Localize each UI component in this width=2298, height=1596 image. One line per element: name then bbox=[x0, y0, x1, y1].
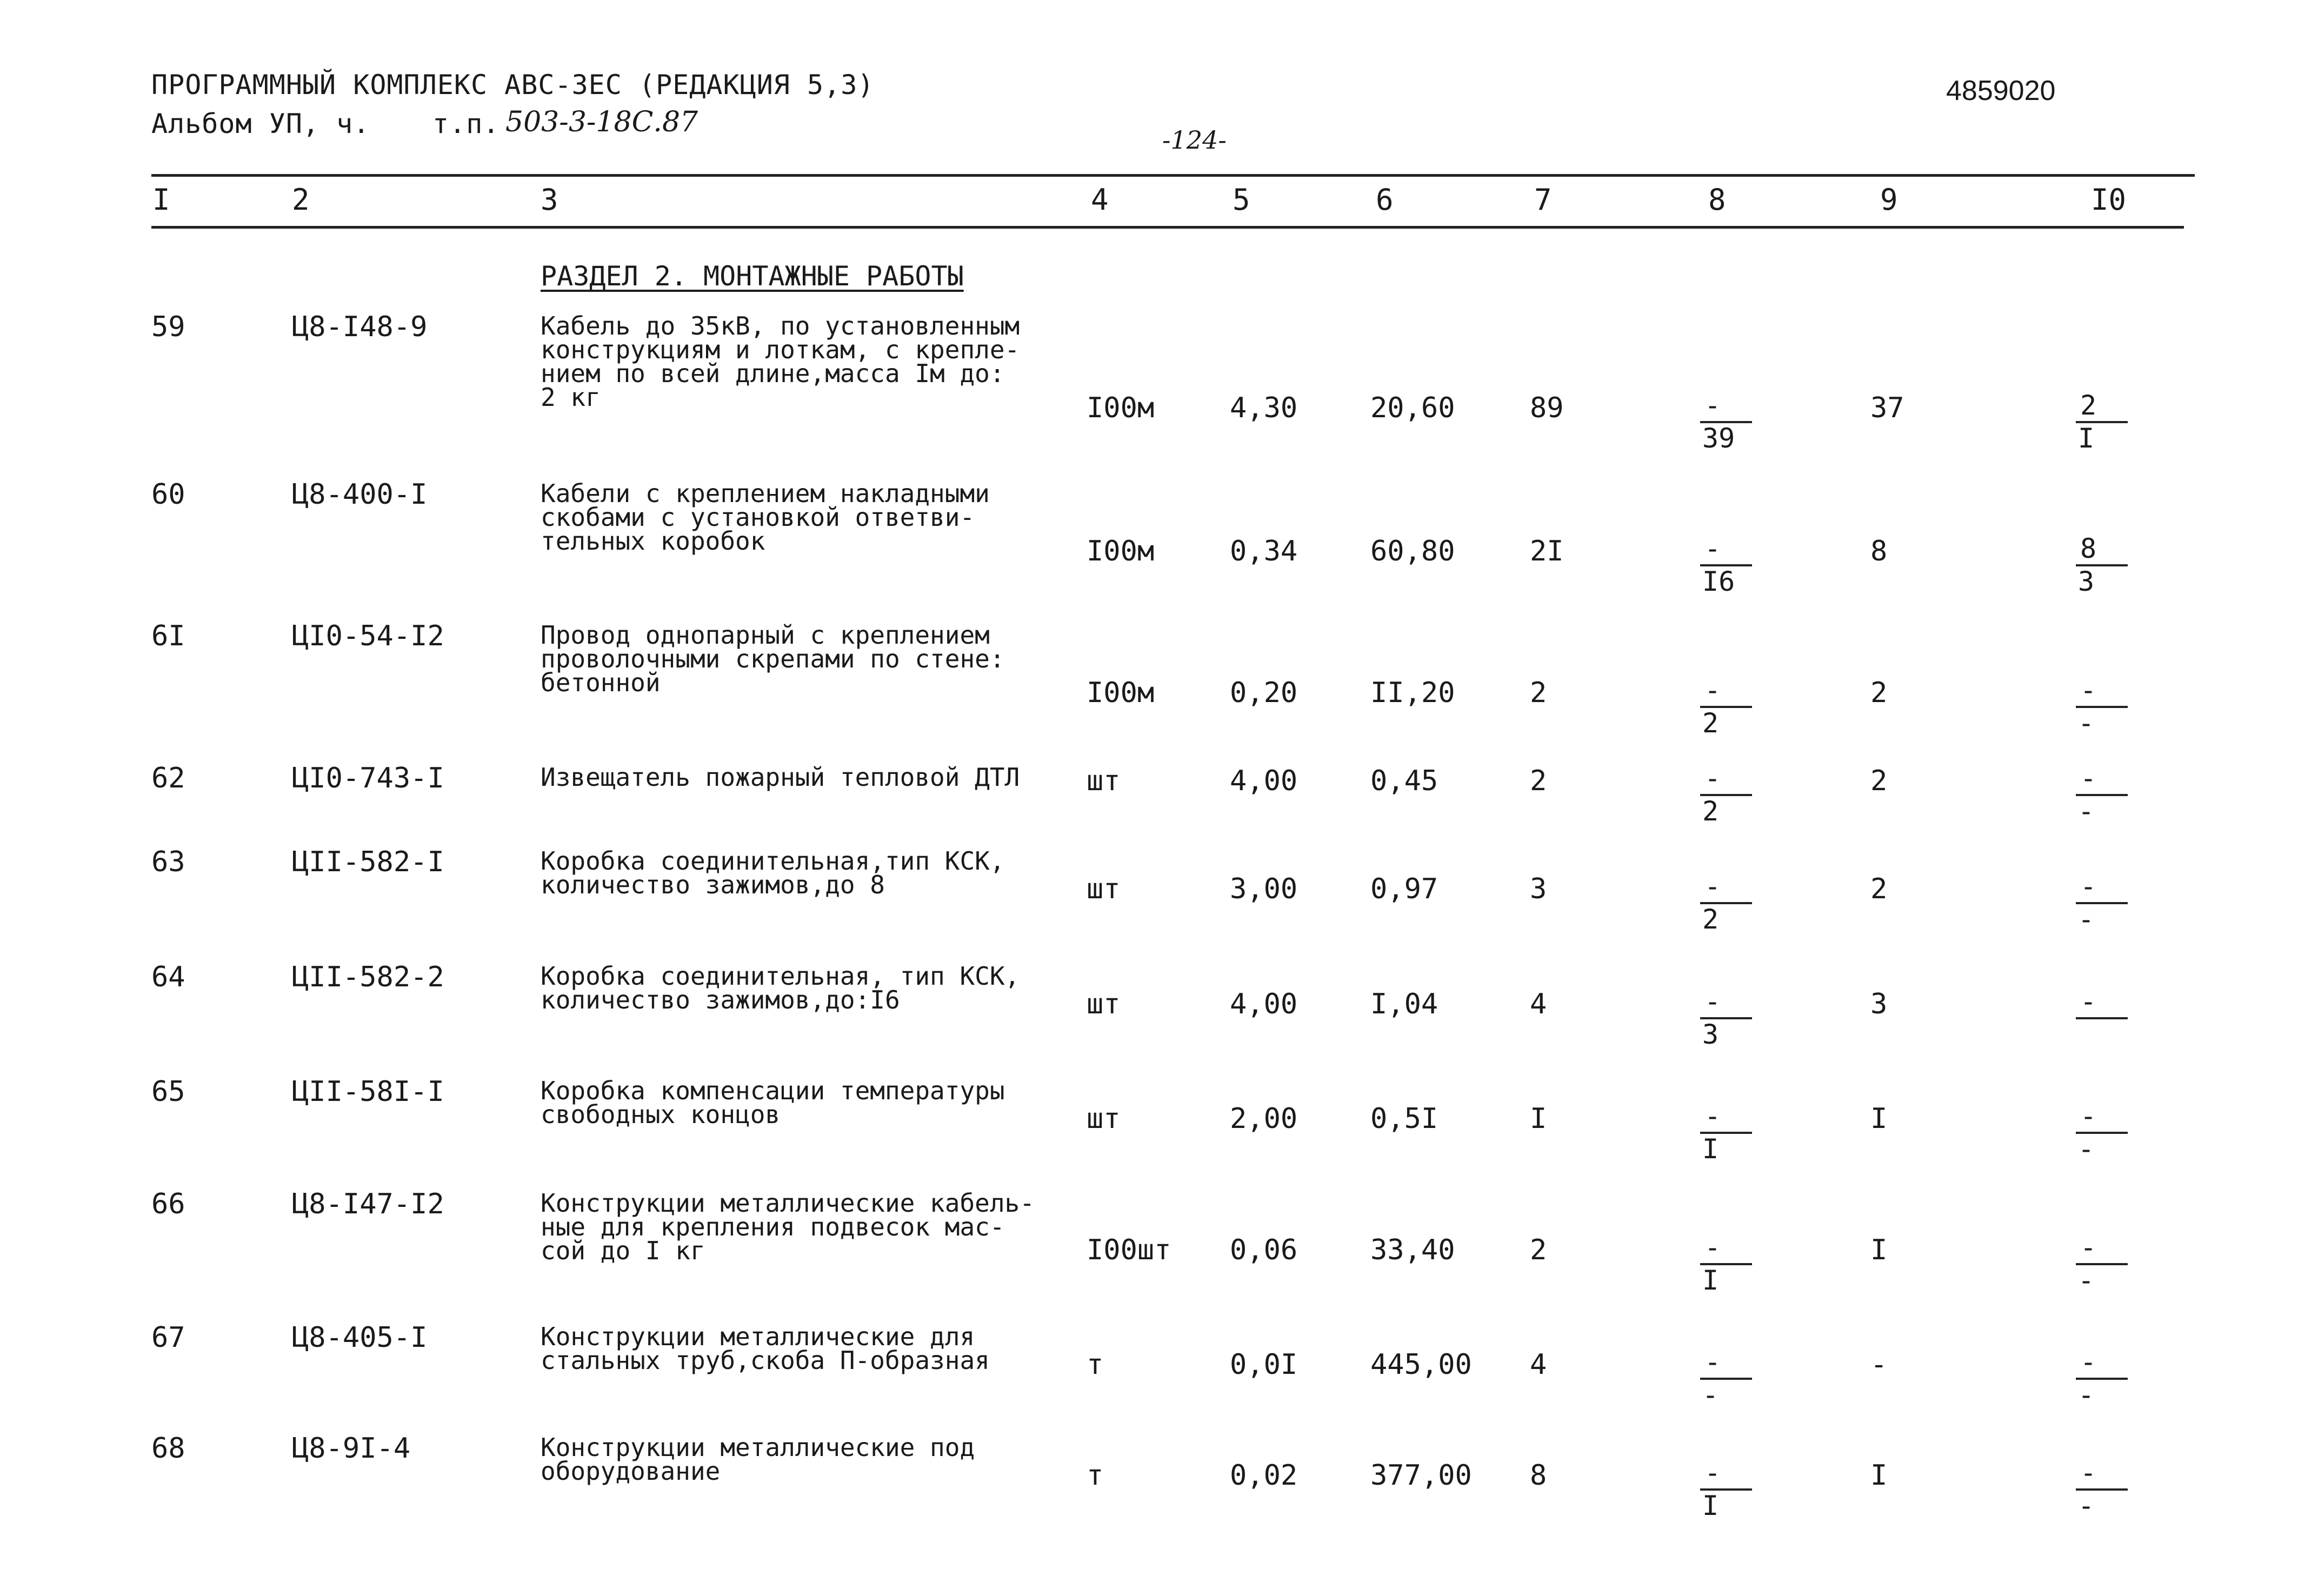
col-header-3: 3 bbox=[541, 183, 558, 217]
header-rule bbox=[151, 226, 2184, 229]
row-col9: 2 bbox=[1870, 873, 1888, 905]
row-col8-fraction-denominator: 2 bbox=[1702, 707, 1719, 739]
row-number: 60 bbox=[151, 478, 185, 511]
row-col8-fraction-denominator: I bbox=[1702, 1133, 1719, 1165]
row-price: 445,00 bbox=[1370, 1348, 1472, 1381]
row-unit: I00шт bbox=[1087, 1234, 1171, 1266]
row-unit: шт bbox=[1087, 1103, 1121, 1135]
row-unit: шт bbox=[1087, 988, 1121, 1020]
row-description: Коробка соединительная,тип КСК, количество зажимов,до 8 bbox=[541, 846, 1005, 899]
row-description: Конструкции металлические кабель- ные для крепления подвесок мас- сой до I кг bbox=[541, 1188, 1035, 1265]
col-header-10: I0 bbox=[2091, 183, 2127, 217]
row-col10-fraction-denominator: - bbox=[2078, 1133, 2095, 1165]
row-number: 62 bbox=[151, 762, 185, 794]
top-rule bbox=[151, 174, 2195, 177]
row-code: Ц8-I47-I2 bbox=[292, 1188, 444, 1220]
row-col9: - bbox=[1870, 1348, 1888, 1381]
program-title: ПРОГРАММНЫЙ КОМПЛЕКС АВС-3ЕС (РЕДАКЦИЯ 5,3) bbox=[151, 69, 875, 101]
row-col10-fraction-numerator: 8 bbox=[2080, 533, 2097, 564]
row-col8-fraction-numerator: - bbox=[1704, 390, 1721, 421]
row-price: 60,80 bbox=[1370, 535, 1455, 567]
row-col8-fraction-numerator: - bbox=[1704, 675, 1721, 706]
row-col10-fraction-denominator: - bbox=[2078, 1265, 2095, 1296]
row-col8-fraction-numerator: - bbox=[1704, 871, 1721, 902]
col-header-6: 6 bbox=[1376, 183, 1394, 217]
row-col8-fraction-numerator: - bbox=[1704, 1232, 1721, 1263]
row-quantity: 0,34 bbox=[1230, 535, 1298, 567]
row-code: ЦI0-743-I bbox=[292, 762, 444, 794]
row-col10-fraction-denominator: - bbox=[2078, 707, 2095, 739]
row-total: 2 bbox=[1530, 765, 1547, 797]
row-code: ЦII-582-2 bbox=[292, 961, 444, 993]
row-col10-fraction-denominator: I bbox=[2078, 423, 2095, 454]
page-number: -124- bbox=[1162, 125, 1227, 155]
row-code: ЦI0-54-I2 bbox=[292, 620, 444, 652]
row-code: Ц8-405-I bbox=[292, 1321, 428, 1354]
row-quantity: 4,00 bbox=[1230, 765, 1298, 797]
row-price: 377,00 bbox=[1370, 1459, 1472, 1492]
row-total: 2 bbox=[1530, 1234, 1547, 1266]
row-description: Коробка компенсации температуры свободных концов bbox=[541, 1076, 1005, 1129]
row-total: 3 bbox=[1530, 873, 1547, 905]
row-quantity: 2,00 bbox=[1230, 1103, 1298, 1135]
col-header-7: 7 bbox=[1534, 183, 1552, 217]
row-code: Ц8-9I-4 bbox=[292, 1432, 411, 1465]
row-col8-fraction-numerator: - bbox=[1704, 763, 1721, 794]
row-col10-fraction-numerator: - bbox=[2080, 675, 2097, 706]
row-price: 20,60 bbox=[1370, 392, 1455, 424]
row-quantity: 0,0I bbox=[1230, 1348, 1298, 1381]
row-code: ЦII-582-I bbox=[292, 846, 444, 878]
row-number: 64 bbox=[151, 961, 185, 993]
row-quantity: 4,00 bbox=[1230, 988, 1298, 1020]
row-col10-fraction-numerator: - bbox=[2080, 1457, 2097, 1488]
row-unit: I00м bbox=[1087, 535, 1155, 567]
row-col10-fraction-denominator: - bbox=[2078, 904, 2095, 935]
row-col9: I bbox=[1870, 1234, 1888, 1266]
row-col10-fraction-denominator: - bbox=[2078, 1379, 2095, 1411]
row-col8-fraction-denominator: I6 bbox=[1702, 566, 1735, 597]
row-total: 4 bbox=[1530, 988, 1547, 1020]
row-col9: 37 bbox=[1870, 392, 1904, 424]
row-col10-fraction-denominator: 3 bbox=[2078, 566, 2095, 597]
col-header-8: 8 bbox=[1708, 183, 1726, 217]
row-number: 65 bbox=[151, 1076, 185, 1108]
row-col8-fraction-denominator: 2 bbox=[1702, 904, 1719, 935]
row-col8-fraction-numerator: - bbox=[1704, 1457, 1721, 1488]
tp-label: т.п. bbox=[432, 108, 500, 139]
row-unit: шт bbox=[1087, 873, 1121, 905]
row-description: Конструкции металлические под оборудование bbox=[541, 1433, 975, 1486]
col-header-5: 5 bbox=[1233, 183, 1250, 217]
row-unit: I00м bbox=[1087, 392, 1155, 424]
row-col8-fraction-denominator: 3 bbox=[1702, 1019, 1719, 1050]
section-title: РАЗДЕЛ 2. МОНТАЖНЫЕ РАБОТЫ bbox=[541, 261, 964, 292]
row-col8-fraction-denominator: 2 bbox=[1702, 796, 1719, 827]
col-header-2: 2 bbox=[292, 183, 310, 217]
row-col10-fraction-numerator: - bbox=[2080, 871, 2097, 902]
row-price: II,20 bbox=[1370, 677, 1455, 709]
row-col8-fraction-denominator: I bbox=[1702, 1265, 1719, 1296]
row-quantity: 0,02 bbox=[1230, 1459, 1298, 1492]
row-unit: шт bbox=[1087, 765, 1121, 797]
row-number: 6I bbox=[151, 620, 185, 652]
row-quantity: 0,20 bbox=[1230, 677, 1298, 709]
document-number: 4859020 bbox=[1946, 75, 2056, 106]
row-price: 0,45 bbox=[1370, 765, 1438, 797]
row-col10-fraction-numerator: - bbox=[2080, 1100, 2097, 1132]
col-header-9: 9 bbox=[1880, 183, 1898, 217]
row-number: 68 bbox=[151, 1432, 185, 1465]
row-col10-fraction-numerator: - bbox=[2080, 986, 2097, 1017]
row-col9: 3 bbox=[1870, 988, 1888, 1020]
row-number: 59 bbox=[151, 311, 185, 343]
row-col10-fraction-numerator: 2 bbox=[2080, 390, 2097, 421]
row-col9: 8 bbox=[1870, 535, 1888, 567]
row-description: Конструкции металлические для стальных труб,скоба П-образная bbox=[541, 1322, 990, 1375]
row-total: 8 bbox=[1530, 1459, 1547, 1492]
row-col10-fraction-fraction-bar bbox=[2076, 1017, 2128, 1019]
row-col10-fraction-numerator: - bbox=[2080, 1346, 2097, 1378]
row-col9: 2 bbox=[1870, 677, 1888, 709]
row-code: Ц8-400-I bbox=[292, 478, 428, 511]
row-description: Извещатель пожарный тепловой ДТЛ bbox=[541, 763, 1020, 792]
row-col9: I bbox=[1870, 1459, 1888, 1492]
row-code: ЦII-58I-I bbox=[292, 1076, 444, 1108]
row-col8-fraction-denominator: I bbox=[1702, 1490, 1719, 1521]
row-description: Кабели с креплением накладными скобами с установкой ответви- тельных коробок bbox=[541, 479, 990, 556]
col-header-4: 4 bbox=[1091, 183, 1109, 217]
row-col8-fraction-denominator: 39 bbox=[1702, 423, 1735, 454]
row-code: Ц8-I48-9 bbox=[292, 311, 428, 343]
row-quantity: 4,30 bbox=[1230, 392, 1298, 424]
row-description: Кабель до 35кВ, по установленным конструкциям и лоткам, с крепле- нием по всей длине,масса Iм до: 2 кг bbox=[541, 311, 1020, 412]
row-total: 89 bbox=[1530, 392, 1564, 424]
row-total: 2I bbox=[1530, 535, 1564, 567]
row-col9: I bbox=[1870, 1103, 1888, 1135]
row-col8-fraction-numerator: - bbox=[1704, 986, 1721, 1017]
row-col9: 2 bbox=[1870, 765, 1888, 797]
row-col8-fraction-numerator: - bbox=[1704, 533, 1721, 564]
row-description: Коробка соединительная, тип КСК, количество зажимов,до:I6 bbox=[541, 961, 1020, 1014]
row-col10-fraction-denominator: - bbox=[2078, 1490, 2095, 1521]
row-col8-fraction-numerator: - bbox=[1704, 1346, 1721, 1378]
row-quantity: 0,06 bbox=[1230, 1234, 1298, 1266]
row-unit: I00м bbox=[1087, 677, 1155, 709]
row-price: 33,40 bbox=[1370, 1234, 1455, 1266]
row-total: I bbox=[1530, 1103, 1547, 1135]
row-price: 0,5I bbox=[1370, 1103, 1438, 1135]
row-quantity: 3,00 bbox=[1230, 873, 1298, 905]
row-col10-fraction-denominator: - bbox=[2078, 796, 2095, 827]
row-col10-fraction-numerator: - bbox=[2080, 1232, 2097, 1263]
row-price: I,04 bbox=[1370, 988, 1438, 1020]
row-unit: т bbox=[1087, 1459, 1104, 1492]
row-col8-fraction-numerator: - bbox=[1704, 1100, 1721, 1132]
album-label: Альбом УП, ч. bbox=[151, 108, 370, 139]
row-col10-fraction-numerator: - bbox=[2080, 763, 2097, 794]
row-description: Провод однопарный с креплением проволочными скрепами по стене: бетонной bbox=[541, 620, 1005, 697]
row-unit: т bbox=[1087, 1348, 1104, 1381]
row-number: 63 bbox=[151, 846, 185, 878]
row-price: 0,97 bbox=[1370, 873, 1438, 905]
row-number: 66 bbox=[151, 1188, 185, 1220]
tp-value: 503-3-18С.87 bbox=[505, 106, 698, 138]
row-number: 67 bbox=[151, 1321, 185, 1354]
row-total: 4 bbox=[1530, 1348, 1547, 1381]
row-total: 2 bbox=[1530, 677, 1547, 709]
col-header-1: I bbox=[152, 183, 170, 217]
row-col8-fraction-denominator: - bbox=[1702, 1379, 1719, 1411]
